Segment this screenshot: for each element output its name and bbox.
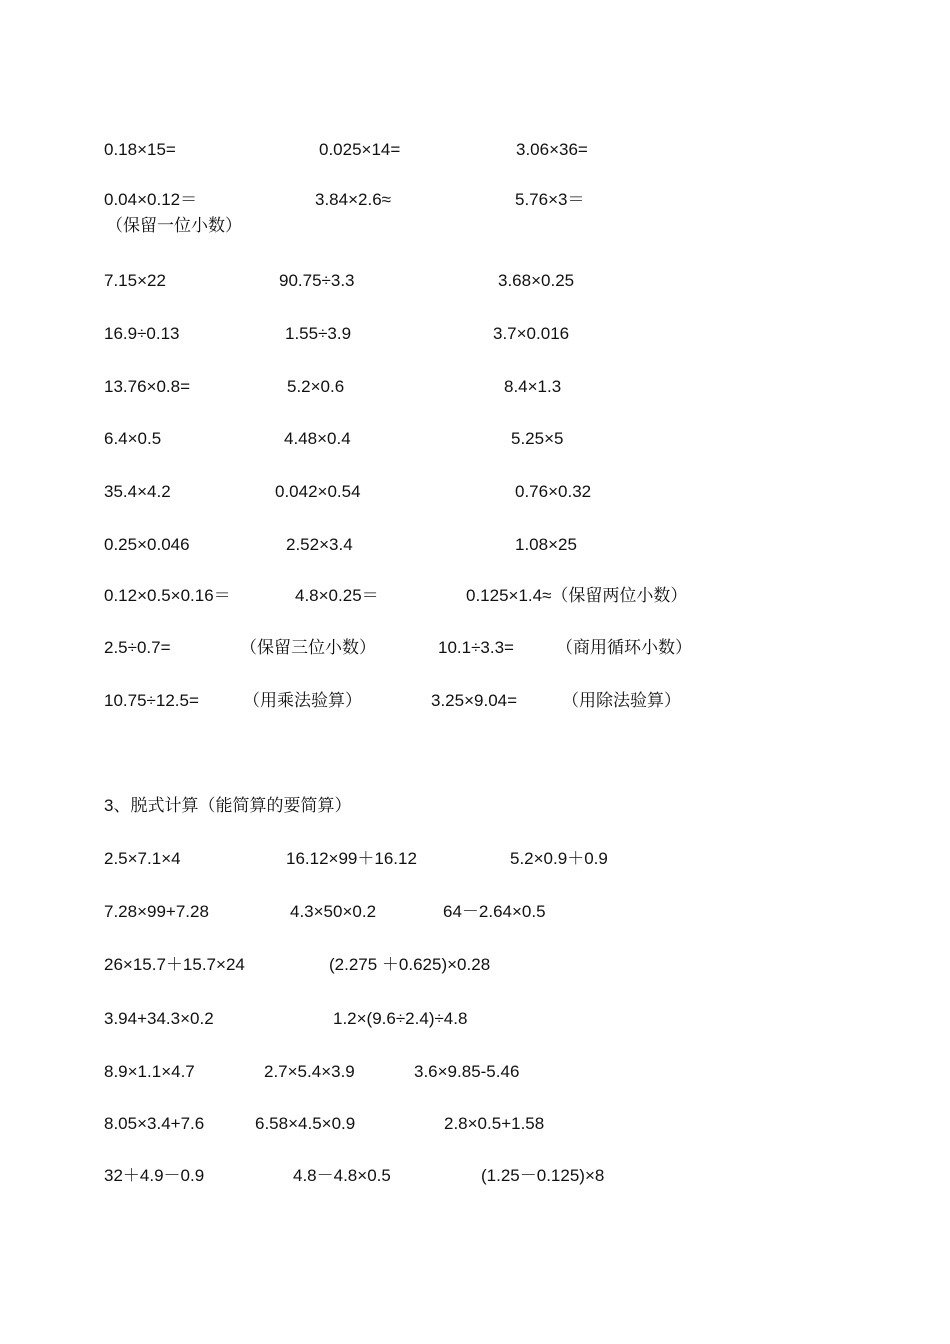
problem: 6.4×0.5 — [104, 429, 162, 448]
problem: 2.5÷0.7= — [104, 638, 171, 657]
problem: 26×15.7＋15.7×24 — [104, 955, 245, 974]
problem: 0.042×0.54 — [275, 482, 361, 501]
problem-note: （保留三位小数） — [240, 638, 376, 657]
problem: 6.58×4.5×0.9 — [255, 1114, 356, 1133]
problem: 3.6×9.85-5.46 — [414, 1062, 520, 1081]
problem: 3.68×0.25 — [498, 271, 575, 290]
problem: 4.48×0.4 — [284, 429, 351, 448]
problem: 10.75÷12.5= — [104, 691, 199, 710]
problem: 1.2×(9.6÷2.4)÷4.8 — [333, 1009, 468, 1028]
problem: 5.2×0.9＋0.9 — [510, 849, 608, 868]
problem: 0.04×0.12＝ — [104, 190, 198, 209]
problem: 4.8×0.25＝ — [295, 586, 379, 605]
problem: 4.3×50×0.2 — [290, 902, 377, 921]
problem: 2.52×3.4 — [286, 535, 353, 554]
problem: 2.5×7.1×4 — [104, 849, 181, 868]
problem: 5.25×5 — [511, 429, 564, 448]
problem-note: （用除法验算） — [562, 691, 681, 710]
problem-note: （用乘法验算） — [243, 691, 362, 710]
problem-note: （商用循环小数） — [556, 638, 692, 657]
problem: 8.05×3.4+7.6 — [104, 1114, 205, 1133]
problem: 32＋4.9－0.9 — [104, 1166, 205, 1185]
problem: 4.8－4.8×0.5 — [293, 1166, 391, 1185]
problem: 0.25×0.046 — [104, 535, 190, 554]
problem: 5.2×0.6 — [287, 377, 345, 396]
problem: 3.7×0.016 — [493, 324, 570, 343]
problem: 7.15×22 — [104, 271, 166, 290]
problem: 3.94+34.3×0.2 — [104, 1009, 214, 1028]
problem: 10.1÷3.3= — [438, 638, 514, 657]
problem: 3.25×9.04= — [431, 691, 518, 710]
problem: 3.84×2.6≈ — [315, 190, 391, 209]
problem: (1.25－0.125)×8 — [481, 1166, 605, 1185]
problem: 5.76×3＝ — [515, 190, 585, 209]
problem: 8.4×1.3 — [504, 377, 562, 396]
problem: 7.28×99+7.28 — [104, 902, 209, 921]
problem: 2.8×0.5+1.58 — [444, 1114, 545, 1133]
problem: (2.275 ＋0.625)×0.28 — [329, 955, 491, 974]
section-heading: 3、脱式计算（能简算的要简算） — [104, 796, 352, 815]
problem: 0.12×0.5×0.16＝ — [104, 586, 231, 605]
problem: 0.025×14= — [319, 140, 401, 159]
problem: 2.7×5.4×3.9 — [264, 1062, 355, 1081]
problem-note: （保留一位小数） — [106, 216, 242, 235]
problem: 64－2.64×0.5 — [443, 902, 546, 921]
problem: 1.55÷3.9 — [285, 324, 352, 343]
problem: 0.125×1.4≈（保留两位小数） — [466, 586, 688, 605]
problem: 13.76×0.8= — [104, 377, 191, 396]
problem: 35.4×4.2 — [104, 482, 171, 501]
problem: 90.75÷3.3 — [279, 271, 355, 290]
problem: 8.9×1.1×4.7 — [104, 1062, 195, 1081]
problem: 16.12×99＋16.12 — [286, 849, 417, 868]
problem: 3.06×36= — [516, 140, 588, 159]
problem: 1.08×25 — [515, 535, 577, 554]
problem: 16.9÷0.13 — [104, 324, 180, 343]
problem: 0.76×0.32 — [515, 482, 592, 501]
problem: 0.18×15= — [104, 140, 176, 159]
